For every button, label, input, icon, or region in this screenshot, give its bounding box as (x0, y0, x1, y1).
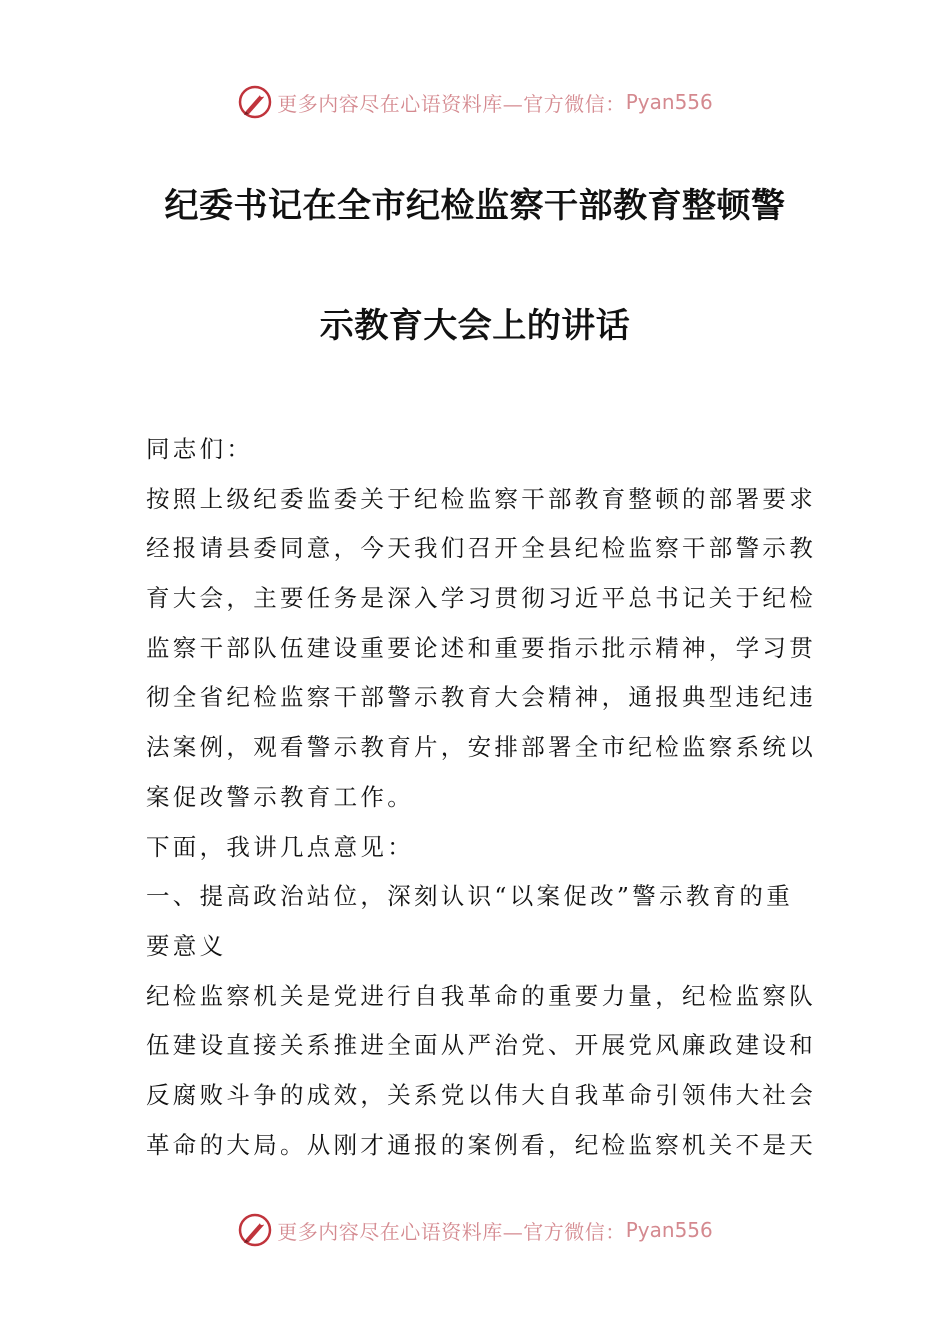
pen-circle-logo-icon (237, 84, 273, 120)
body-line: 同志们： (146, 435, 254, 463)
body-line: 反腐败斗争的成效，关系党以伟大自我革命引领伟大社会 (146, 1080, 816, 1109)
banner-wechat-id: Pyan556 (625, 90, 713, 114)
body-line: 伍建设直接关系推进全面从严治党、开展党风廉政建设和 (146, 1031, 816, 1060)
document-title-line-2: 示教育大会上的讲话 (319, 306, 631, 346)
body-line: 法案例，观看警示教育片，安排部署全市纪检监察系统以 (146, 733, 816, 762)
body-line: 下面，我讲几点意见： (146, 832, 414, 861)
section-heading-line: 要意义 (146, 931, 227, 960)
body-line: 案促改警示教育工作。 (146, 782, 414, 811)
body-line: 革命的大局。从刚才通报的案例看，纪检监察机关不是天 (146, 1130, 816, 1159)
body-line: 按照上级纪委监委关于纪检监察干部教育整顿的部署要求 (146, 484, 816, 513)
document-title-line-1: 纪委书记在全市纪检监察干部教育整顿警 (164, 186, 786, 226)
footer-watermark-banner (0, 1208, 950, 1252)
pen-circle-logo-icon (237, 1212, 273, 1248)
body-line: 经报请县委同意，今天我们召开全县纪检监察干部警示教 (146, 534, 816, 563)
section-heading-line: 一、提高政治站位，深刻认识“以案促改”警示教育的重 (146, 882, 794, 911)
body-line: 彻全省纪检监察干部警示教育大会精神，通报典型违纪违 (146, 683, 816, 712)
body-line: 纪检监察机关是党进行自我革命的重要力量，纪检监察队 (146, 981, 816, 1010)
banner-wechat-id: Pyan556 (625, 1218, 713, 1242)
banner-text: 更多内容尽在心语资料库—官方微信： (277, 1219, 626, 1244)
document-body (146, 425, 816, 1170)
body-line: 育大会，主要任务是深入学习贯彻习近平总书记关于纪检 (146, 584, 816, 613)
body-line: 监察干部队伍建设重要论述和重要指示批示精神，学习贯 (146, 633, 816, 662)
banner-text: 更多内容尽在心语资料库—官方微信： (277, 91, 626, 116)
header-watermark-banner (0, 80, 950, 124)
